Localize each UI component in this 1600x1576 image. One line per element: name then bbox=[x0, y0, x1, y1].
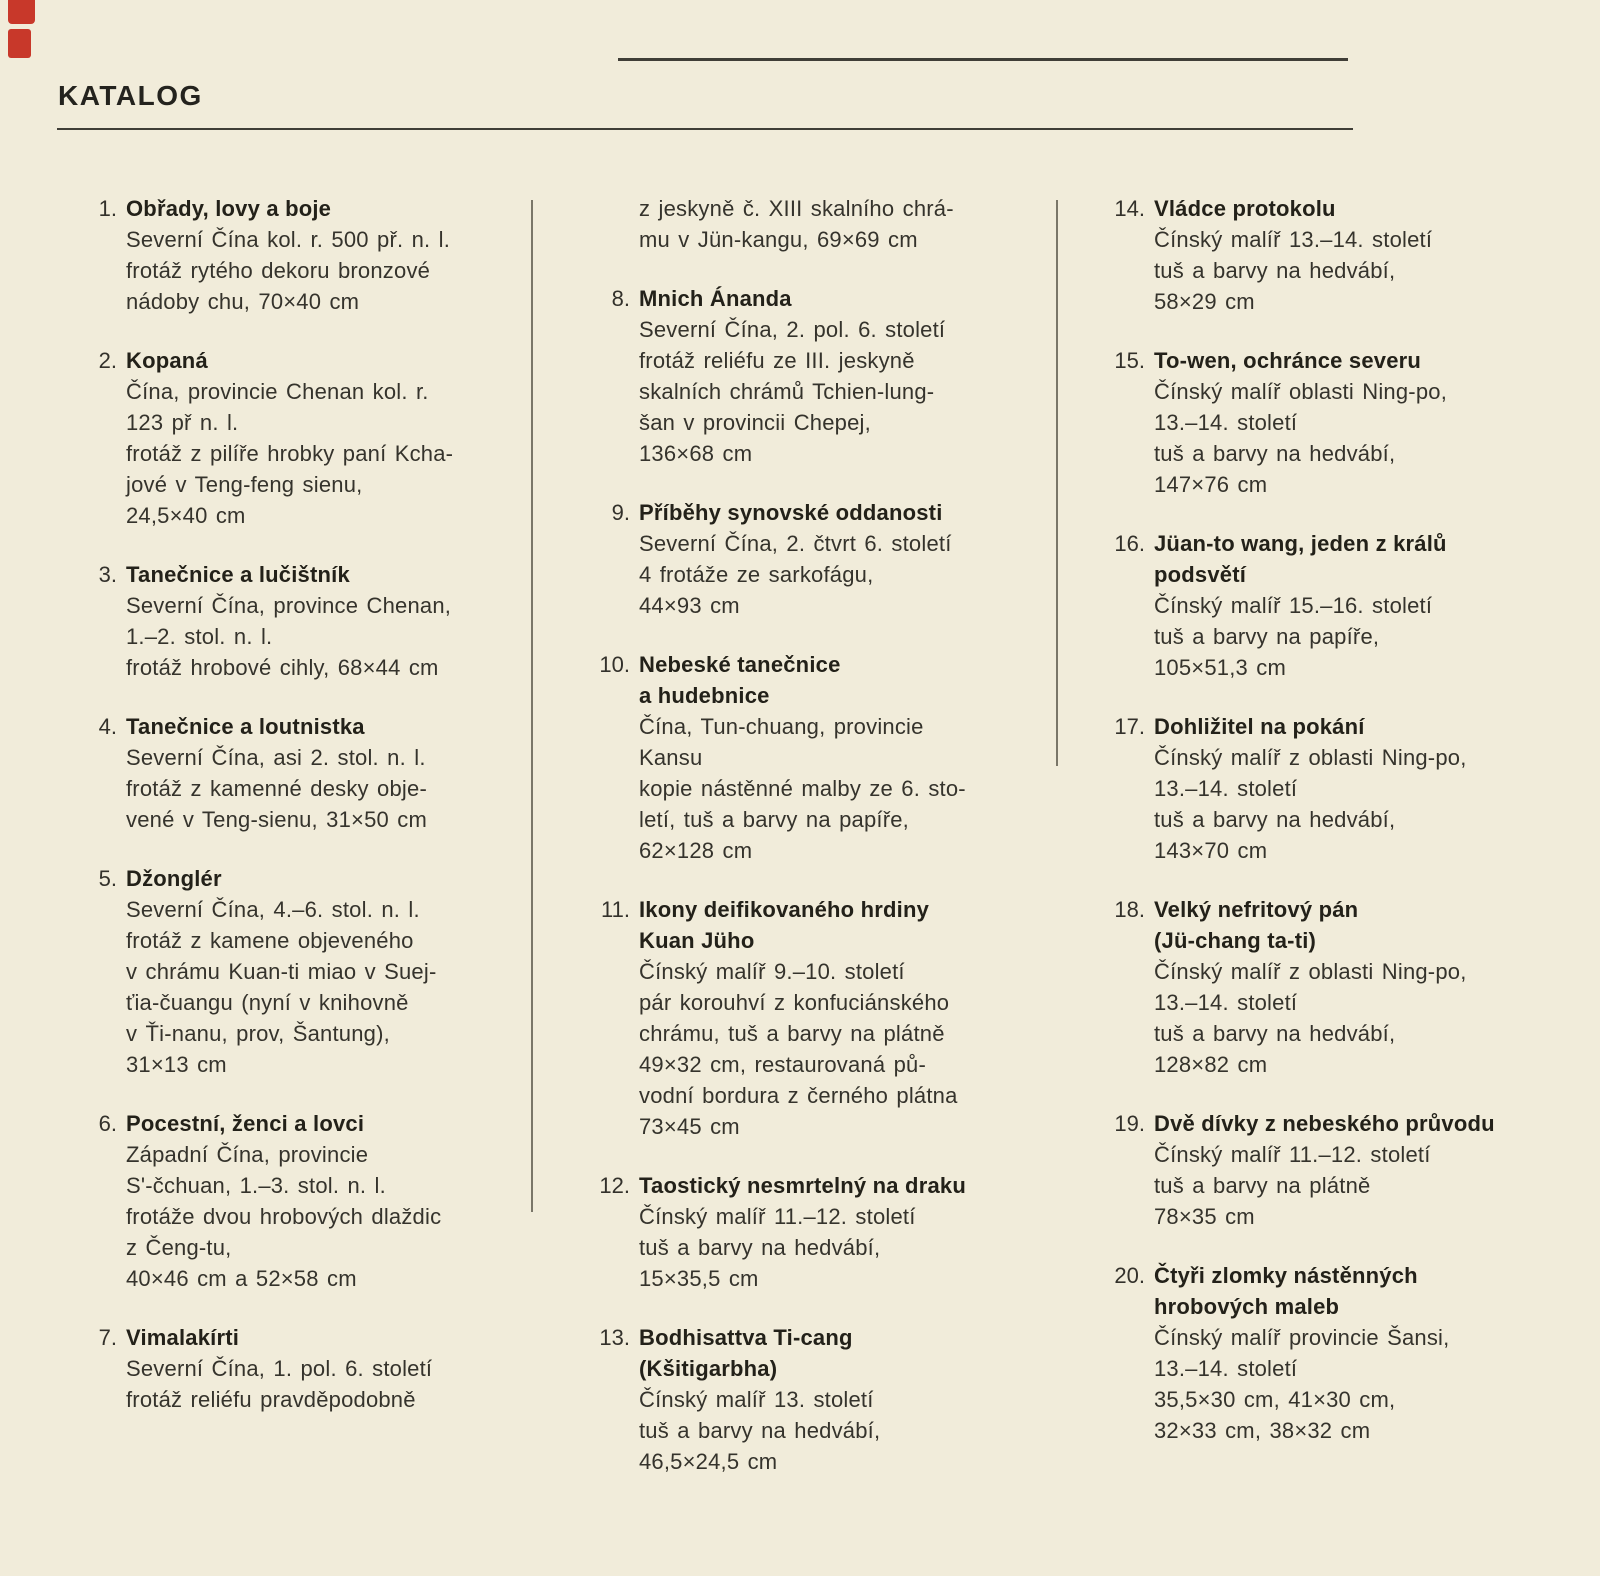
entry-text bbox=[126, 1322, 509, 1415]
entry-body-line: Čínský malíř z oblasti Ning-po, bbox=[1154, 745, 1467, 770]
catalog-column bbox=[598, 193, 1022, 1505]
entry-body-line: Severní Čína, asi 2. stol. n. l. bbox=[126, 745, 426, 770]
catalog-column bbox=[85, 193, 509, 1443]
entry-body-line: 46,5×24,5 cm bbox=[639, 1449, 778, 1474]
entry-body-line: pár korouhví z konfuciánského bbox=[639, 990, 950, 1015]
entry-text bbox=[639, 283, 1022, 469]
entry-body-line: ťia-čuangu (nyní v knihovně bbox=[126, 990, 409, 1015]
entry-title-line: (Jü-chang ta-ti) bbox=[1154, 928, 1317, 953]
catalog-entry bbox=[598, 649, 1022, 866]
entry-title-line: Mnich Ánanda bbox=[639, 286, 792, 311]
entry-text bbox=[1154, 894, 1537, 1080]
catalog-entry bbox=[1113, 894, 1537, 1080]
entry-body-line: Čínský malíř 13.–14. století bbox=[1154, 227, 1433, 252]
entry-body-line: frotáž z pilíře hrobky paní Kcha- bbox=[126, 441, 454, 466]
entry-title-line: (Kšitigarbha) bbox=[639, 1356, 778, 1381]
entry-text bbox=[1154, 193, 1537, 317]
entry-body-line: frotáž hrobové cihly, 68×44 cm bbox=[126, 655, 439, 680]
entry-text bbox=[639, 497, 1022, 621]
catalog-entry bbox=[1113, 711, 1537, 866]
entry-body-line: Čínský malíř 9.–10. století bbox=[639, 959, 905, 984]
entry-body-line: Čínský malíř 15.–16. století bbox=[1154, 593, 1433, 618]
entry-text bbox=[126, 345, 509, 531]
entry-number: 5. bbox=[98, 866, 117, 891]
entry-body-line: frotáž z kamenné desky obje- bbox=[126, 776, 427, 801]
entry-text bbox=[126, 559, 509, 683]
entry-title-line: Tanečnice a loutnistka bbox=[126, 714, 365, 739]
catalog-entry bbox=[598, 1322, 1022, 1477]
catalog-entry bbox=[85, 345, 509, 531]
entry-body-line: Čínský malíř provincie Šansi, bbox=[1154, 1325, 1450, 1350]
entry-title-line: Džonglér bbox=[126, 866, 222, 891]
entry-body-line: frotáže dvou hrobových dlaždic bbox=[126, 1204, 442, 1229]
entry-title-line: Jüan-to wang, jeden z králů bbox=[1154, 531, 1447, 556]
entry-body-line: tuš a barvy na hedvábí, bbox=[1154, 441, 1396, 466]
entry-title-line: Ikony deifikovaného hrdiny bbox=[639, 897, 930, 922]
entry-number: 9. bbox=[611, 500, 630, 525]
entry-title-line: Vimalakírti bbox=[126, 1325, 240, 1350]
red-edge-mark bbox=[8, 29, 31, 58]
entry-number: 2. bbox=[98, 348, 117, 373]
entry-body-line: Čínský malíř oblasti Ning-po, bbox=[1154, 379, 1448, 404]
entry-title-line: Obřady, lovy a boje bbox=[126, 196, 332, 221]
entry-text bbox=[1154, 711, 1537, 866]
header-rule bbox=[57, 128, 1353, 130]
entry-title-line: Tanečnice a lučištník bbox=[126, 562, 350, 587]
entry-body-line: 78×35 cm bbox=[1154, 1204, 1255, 1229]
entry-body-line: 147×76 cm bbox=[1154, 472, 1268, 497]
entry-body-line: 13.–14. století bbox=[1154, 990, 1298, 1015]
catalog-entry bbox=[85, 1108, 509, 1294]
entry-text bbox=[639, 894, 1022, 1142]
entry-body-line: Čína, provincie Chenan kol. r. bbox=[126, 379, 429, 404]
entry-body-line: 62×128 cm bbox=[639, 838, 753, 863]
entry-title-line: podsvětí bbox=[1154, 562, 1247, 587]
entry-number: 11. bbox=[601, 897, 630, 922]
entry-text bbox=[1154, 1260, 1537, 1446]
entry-body-line: frotáž reliéfu ze III. jeskyně bbox=[639, 348, 915, 373]
entry-title-line: Kuan Jüho bbox=[639, 928, 755, 953]
entry-body-line: tuš a barvy na hedvábí, bbox=[639, 1418, 881, 1443]
entry-number: 19. bbox=[1114, 1111, 1145, 1136]
entry-body-line: S'-čchuan, 1.–3. stol. n. l. bbox=[126, 1173, 386, 1198]
entry-body-line: 40×46 cm a 52×58 cm bbox=[126, 1266, 357, 1291]
catalog-entry bbox=[598, 283, 1022, 469]
entry-body-line: tuš a barvy na hedvábí, bbox=[639, 1235, 881, 1260]
entry-body-line: Severní Čína, 1. pol. 6. století bbox=[126, 1356, 433, 1381]
catalog-entry bbox=[85, 863, 509, 1080]
catalog-entry bbox=[1113, 528, 1537, 683]
entry-title-line: Čtyři zlomky nástěnných bbox=[1154, 1263, 1418, 1288]
catalog-entry bbox=[1113, 1108, 1537, 1232]
entry-body-line: tuš a barvy na hedvábí, bbox=[1154, 1021, 1396, 1046]
entry-body-line: jové v Teng-feng sienu, bbox=[126, 472, 363, 497]
entry-number: 12. bbox=[599, 1173, 630, 1198]
entry-number: 1. bbox=[98, 196, 117, 221]
entry-number: 13. bbox=[599, 1325, 630, 1350]
entry-body-line: frotáž z kamene objeveného bbox=[126, 928, 414, 953]
catalog-entry bbox=[85, 1322, 509, 1415]
entry-body-line: 13.–14. století bbox=[1154, 410, 1298, 435]
entry-text bbox=[639, 1170, 1022, 1294]
entry-body-line: 128×82 cm bbox=[1154, 1052, 1268, 1077]
entry-text bbox=[1154, 1108, 1537, 1232]
entry-title-line: Nebeské tanečnice bbox=[639, 652, 841, 677]
entry-text bbox=[639, 193, 1022, 255]
catalog-entry bbox=[1113, 1260, 1537, 1446]
catalog-entry-continuation bbox=[598, 193, 1022, 255]
catalog-entry bbox=[85, 559, 509, 683]
entry-number: 6. bbox=[98, 1111, 117, 1136]
entry-title-line: Příběhy synovské oddanosti bbox=[639, 500, 943, 525]
entry-body-line: Severní Čína, 2. pol. 6. století bbox=[639, 317, 946, 342]
entry-number: 17. bbox=[1114, 714, 1145, 739]
entry-body-line: v chrámu Kuan-ti miao v Suej- bbox=[126, 959, 437, 984]
entry-body-line: 136×68 cm bbox=[639, 441, 753, 466]
entry-number: 20. bbox=[1114, 1263, 1145, 1288]
entry-number: 16. bbox=[1114, 531, 1145, 556]
entry-text bbox=[1154, 345, 1537, 500]
entry-body-line: Čínský malíř 13. století bbox=[639, 1387, 874, 1412]
entry-body-line: Severní Čína kol. r. 500 př. n. l. bbox=[126, 227, 451, 252]
entry-text bbox=[639, 1322, 1022, 1477]
entry-body-line: 58×29 cm bbox=[1154, 289, 1255, 314]
entry-text bbox=[126, 1108, 509, 1294]
entry-body-line: vené v Teng-sienu, 31×50 cm bbox=[126, 807, 428, 832]
column-divider bbox=[1056, 200, 1058, 766]
catalog-column bbox=[1113, 193, 1537, 1474]
catalog-entry bbox=[85, 711, 509, 835]
entry-body-line: Čínský malíř 11.–12. století bbox=[639, 1204, 916, 1229]
entry-number: 15. bbox=[1114, 348, 1145, 373]
entry-body-line: kopie nástěnné malby ze 6. sto- bbox=[639, 776, 966, 801]
entry-text bbox=[1154, 528, 1537, 683]
entry-body-line: 143×70 cm bbox=[1154, 838, 1268, 863]
entry-title-line: Vládce protokolu bbox=[1154, 196, 1336, 221]
catalog-entry bbox=[598, 894, 1022, 1142]
entry-number: 8. bbox=[611, 286, 630, 311]
entry-number: 10. bbox=[599, 652, 630, 677]
entry-body-line: 13.–14. století bbox=[1154, 776, 1298, 801]
entry-body-line: Čínský malíř 11.–12. století bbox=[1154, 1142, 1431, 1167]
entry-number: 4. bbox=[98, 714, 117, 739]
entry-body-line: tuš a barvy na papíře, bbox=[1154, 624, 1380, 649]
entry-body-line: tuš a barvy na hedvábí, bbox=[1154, 807, 1396, 832]
entry-text bbox=[126, 193, 509, 317]
entry-body-line: 24,5×40 cm bbox=[126, 503, 246, 528]
catalog-entry bbox=[598, 497, 1022, 621]
entry-body-line: skalních chrámů Tchien-lung- bbox=[639, 379, 935, 404]
entry-number bbox=[598, 193, 630, 255]
entry-title-line: Bodhisattva Ti-cang bbox=[639, 1325, 853, 1350]
entry-body-line: 35,5×30 cm, 41×30 cm, bbox=[1154, 1387, 1396, 1412]
entry-body-line: z Čeng-tu, bbox=[126, 1235, 232, 1260]
entry-title-line: Kopaná bbox=[126, 348, 208, 373]
entry-body-line: 49×32 cm, restaurovaná pů- bbox=[639, 1052, 926, 1077]
entry-title-line: hrobových maleb bbox=[1154, 1294, 1340, 1319]
entry-body-line: 73×45 cm bbox=[639, 1114, 740, 1139]
entry-number: 7. bbox=[98, 1325, 117, 1350]
entry-number: 14. bbox=[1114, 196, 1145, 221]
entry-title-line: Dohližitel na pokání bbox=[1154, 714, 1365, 739]
entry-body-line: frotáž reliéfu pravděpodobně bbox=[126, 1387, 416, 1412]
entry-body-line: chrámu, tuš a barvy na plátně bbox=[639, 1021, 945, 1046]
entry-body-line: frotáž rytého dekoru bronzové bbox=[126, 258, 431, 283]
entry-body-line: tuš a barvy na plátně bbox=[1154, 1173, 1371, 1198]
entry-body-line: 105×51,3 cm bbox=[1154, 655, 1287, 680]
entry-body-line: letí, tuš a barvy na papíře, bbox=[639, 807, 909, 832]
entry-body-line: 15×35,5 cm bbox=[639, 1266, 759, 1291]
entry-title-line: To-wen, ochránce severu bbox=[1154, 348, 1422, 373]
catalog-entry bbox=[1113, 345, 1537, 500]
entry-body-line: 31×13 cm bbox=[126, 1052, 227, 1077]
entry-body-line: 13.–14. století bbox=[1154, 1356, 1298, 1381]
catalog-entry bbox=[85, 193, 509, 317]
entry-title-line: Dvě dívky z nebeského průvodu bbox=[1154, 1111, 1495, 1136]
entry-body-line: vodní bordura z černého plátna bbox=[639, 1083, 958, 1108]
catalog-entry bbox=[1113, 193, 1537, 317]
entry-body-line: Severní Čína, 4.–6. stol. n. l. bbox=[126, 897, 420, 922]
entry-body-line: Čínský malíř z oblasti Ning-po, bbox=[1154, 959, 1467, 984]
entry-body-line: Severní Čína, province Chenan, bbox=[126, 593, 452, 618]
entry-body-line: Čína, Tun-chuang, provincie bbox=[639, 714, 924, 739]
column-divider bbox=[531, 200, 533, 1212]
entry-body-line: nádoby chu, 70×40 cm bbox=[126, 289, 360, 314]
entry-body-line: 123 př n. l. bbox=[126, 410, 239, 435]
entry-body-line: 4 frotáže ze sarkofágu, bbox=[639, 562, 874, 587]
entry-body-line: 44×93 cm bbox=[639, 593, 740, 618]
entry-number: 18. bbox=[1114, 897, 1145, 922]
entry-body-line: šan v provincii Chepej, bbox=[639, 410, 871, 435]
entry-text bbox=[126, 863, 509, 1080]
entry-title-line: Pocestní, ženci a lovci bbox=[126, 1111, 365, 1136]
entry-body-line: Kansu bbox=[639, 745, 703, 770]
entry-title-line: a hudebnice bbox=[639, 683, 770, 708]
entry-body-line: Západní Čína, provincie bbox=[126, 1142, 369, 1167]
entry-body-line: 1.–2. stol. n. l. bbox=[126, 624, 273, 649]
entry-body-line: mu v Jün-kangu, 69×69 cm bbox=[639, 227, 918, 252]
catalog-entry bbox=[598, 1170, 1022, 1294]
entry-number: 3. bbox=[98, 562, 117, 587]
entry-body-line: 32×33 cm, 38×32 cm bbox=[1154, 1418, 1371, 1443]
red-edge-mark bbox=[8, 0, 35, 24]
entry-body-line: Severní Čína, 2. čtvrt 6. století bbox=[639, 531, 952, 556]
entry-text bbox=[639, 649, 1022, 866]
entry-body-line: tuš a barvy na hedvábí, bbox=[1154, 258, 1396, 283]
top-rule bbox=[618, 58, 1348, 61]
entry-title-line: Taostický nesmrtelný na draku bbox=[639, 1173, 966, 1198]
entry-body-line: v Ťi-nanu, prov, Šantung), bbox=[126, 1021, 390, 1046]
entry-title-line: Velký nefritový pán bbox=[1154, 897, 1359, 922]
entry-body-line: z jeskyně č. XIII skalního chrá- bbox=[639, 196, 954, 221]
page-title: KATALOG bbox=[58, 80, 203, 111]
entry-text bbox=[126, 711, 509, 835]
